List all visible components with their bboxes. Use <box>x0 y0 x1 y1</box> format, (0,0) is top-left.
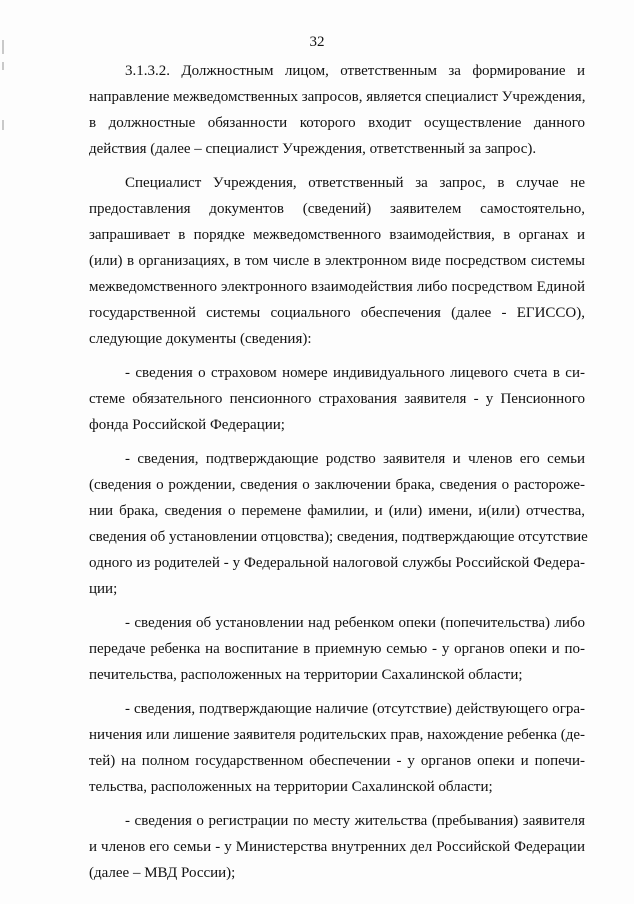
list-item-line: (далее – МВД России); <box>89 865 236 881</box>
paragraph-line: запрашивает в порядке межведомственного взаимодействия, в органах и <box>89 227 585 243</box>
list-item-line: печительства, расположенных на территории Сахалинской области; <box>89 667 523 683</box>
list-item-line: - сведения об установлении над ребенком опеки (попечительства) либо <box>125 615 585 631</box>
list-item-line: ции; <box>89 581 118 597</box>
paragraph-line: действия (далее – специалист Учреждения, ответственный за запрос). <box>89 141 537 157</box>
list-item-line: - сведения о регистрации по месту жительства (пребывания) заявителя <box>125 813 585 829</box>
paragraph-line: 3.1.3.2. Должностным лицом, ответственным за формирование и <box>125 63 585 79</box>
list-item-line: (сведения о рождении, сведения о заключении брака, сведения о растороже- <box>89 477 585 493</box>
list-item-line: тей) на полном государственном обеспечении - у органов опеки и попечи- <box>89 753 585 769</box>
scan-margin-mark <box>2 120 4 130</box>
list-item-line: - сведения, подтверждающие наличие (отсутствие) действующего огра- <box>125 701 585 717</box>
list-item-line: передаче ребенка на воспитание в приемную семью - у органов опеки и по- <box>89 641 585 657</box>
paragraph-line: государственной системы социального обеспечения (далее - ЕГИССО), <box>89 305 585 321</box>
list-item-line: и членов его семьи - у Министерства внутренних дел Российской Федерации <box>89 839 585 855</box>
paragraph-line: (или) в организациях, в том числе в электронном виде посредством системы <box>89 253 585 269</box>
body-text <box>89 58 588 886</box>
list-item-line: - сведения о страховом номере индивидуального лицевого счета в си- <box>125 365 585 381</box>
list-item-line: тельства, расположенных на территории Сахалинской области; <box>89 779 493 795</box>
page-number: 32 <box>309 34 325 50</box>
paragraph-line: предоставления документов (сведений) заявителем самостоятельно, <box>89 201 585 217</box>
paragraph-line: следующие документы (сведения): <box>89 331 312 347</box>
list-item-line: фонда Российской Федерации; <box>89 417 285 433</box>
list-item-line: нии брака, сведения о перемене фамилии, и (или) имени, и(или) отчества, <box>89 503 585 519</box>
paragraph-line: в должностные обязанности которого входит осуществление данного <box>89 115 585 131</box>
list-item-line: ничения или лишение заявителя родительских прав, нахождение ребенка (де- <box>89 727 586 743</box>
list-item-line: одного из родителей - у Федеральной налоговой службы Российской Федера- <box>89 555 585 571</box>
paragraph-line: направление межведомственных запросов, является специалист Учреждения, <box>89 89 586 105</box>
list-item-line: стеме обязательного пенсионного страхования заявителя - у Пенсионного <box>89 391 585 407</box>
list-item-line: сведения об установлении отцовства); сведения, подтверждающие отсутствие <box>89 529 588 545</box>
paragraph-line: межведомственного электронного взаимодействия либо посредством Единой <box>89 279 585 295</box>
scan-margin-mark <box>2 62 4 70</box>
paragraph-line: Специалист Учреждения, ответственный за запрос, в случае не <box>125 175 585 191</box>
list-item-line: - сведения, подтверждающие родство заявителя и членов его семьи <box>125 451 585 467</box>
